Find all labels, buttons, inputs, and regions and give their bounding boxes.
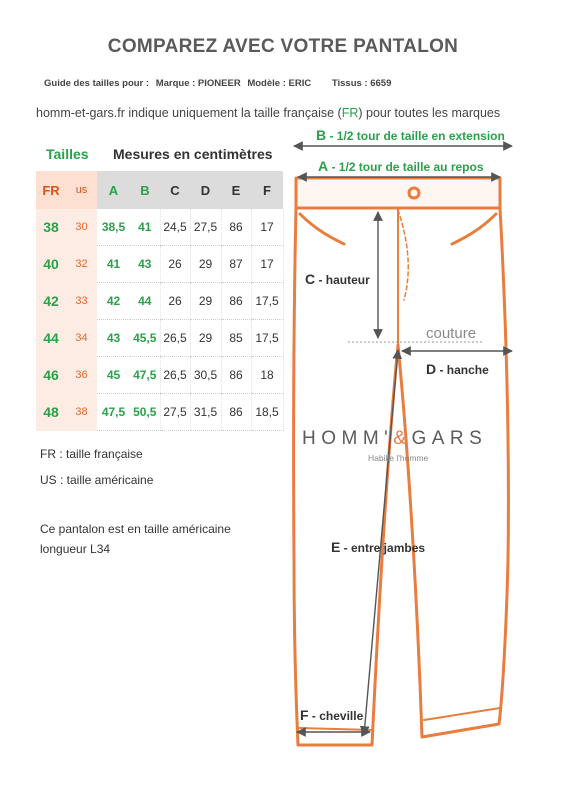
label-b: B - 1/2 tour de taille en extension <box>316 127 505 143</box>
cell-d: 27,5 <box>190 209 221 246</box>
cell-a: 47,5 <box>97 394 130 431</box>
label-d: D - hanche <box>426 361 489 377</box>
cell-fr: 40 <box>36 246 66 283</box>
cell-us: 34 <box>66 320 97 357</box>
cell-us: 36 <box>66 357 97 394</box>
cell-f: 17,5 <box>251 320 283 357</box>
left-pocket <box>300 214 344 244</box>
label-couture: couture <box>426 325 477 342</box>
tailles-heading: Tailles <box>46 146 89 162</box>
cell-b: 43 <box>130 246 160 283</box>
cell-us: 33 <box>66 283 97 320</box>
fly-stitch <box>398 210 408 300</box>
cell-d: 29 <box>190 283 221 320</box>
cell-d: 31,5 <box>190 394 221 431</box>
cell-e: 87 <box>221 246 251 283</box>
cell-e: 86 <box>221 394 251 431</box>
cell-us: 32 <box>66 246 97 283</box>
header-f: F <box>251 171 283 209</box>
cell-e: 86 <box>221 283 251 320</box>
cell-a: 42 <box>97 283 130 320</box>
cell-c: 24,5 <box>160 209 190 246</box>
cell-b: 45,5 <box>130 320 160 357</box>
cell-d: 29 <box>190 320 221 357</box>
cell-fr: 38 <box>36 209 66 246</box>
right-pocket <box>452 214 496 244</box>
notice-fr: FR <box>341 106 359 120</box>
cell-f: 17 <box>251 246 283 283</box>
notice-before: homm-et-gars.fr indique uniquement la taille française ( <box>36 106 342 120</box>
cell-c: 26,5 <box>160 320 190 357</box>
cell-d: 29 <box>190 246 221 283</box>
cell-c: 26,5 <box>160 357 190 394</box>
guide-model: Modèle : ERIC <box>247 78 312 89</box>
left-hem <box>299 728 372 730</box>
cell-c: 27,5 <box>160 394 190 431</box>
cell-b: 44 <box>130 283 160 320</box>
header-b: B <box>130 171 160 209</box>
header-us: us <box>66 171 97 209</box>
cell-a: 43 <box>97 320 130 357</box>
cell-c: 26 <box>160 283 190 320</box>
cell-f: 18,5 <box>251 394 283 431</box>
label-c: C - hauteur <box>305 271 370 287</box>
cell-a: 45 <box>97 357 130 394</box>
cell-e: 85 <box>221 320 251 357</box>
guide-fabric: Tissus : 6659 <box>331 78 392 89</box>
cell-e: 86 <box>221 209 251 246</box>
header-a: A <box>97 171 130 209</box>
cell-f: 17 <box>251 209 283 246</box>
cell-fr: 44 <box>36 320 66 357</box>
cell-f: 17,5 <box>251 283 283 320</box>
waistband <box>296 178 500 208</box>
cell-b: 50,5 <box>130 394 160 431</box>
cell-fr: 42 <box>36 283 66 320</box>
note-line-2: longueur L34 <box>40 542 111 556</box>
header-d: D <box>190 171 221 209</box>
brand-tagline: Habille l'homme <box>368 453 429 463</box>
guide-label: Guide des tailles pour : <box>44 78 150 89</box>
cell-d: 30,5 <box>190 357 221 394</box>
note-line-1: Ce pantalon est en taille américaine <box>40 522 231 536</box>
legend-us: US : taille américaine <box>40 473 154 487</box>
header-e: E <box>221 171 251 209</box>
header-fr: FR <box>36 171 66 209</box>
label-f: F - cheville <box>300 707 364 723</box>
cell-b: 41 <box>130 209 160 246</box>
cell-a: 38,5 <box>97 209 130 246</box>
notice-after: ) pour toutes les marques <box>358 106 501 120</box>
cell-fr: 48 <box>36 394 66 431</box>
right-leg <box>398 208 508 737</box>
left-leg <box>294 208 398 745</box>
cell-f: 18 <box>251 357 283 394</box>
cell-e: 86 <box>221 357 251 394</box>
cell-us: 38 <box>66 394 97 431</box>
right-hem <box>424 708 500 720</box>
cell-us: 30 <box>66 209 97 246</box>
measures-heading: Mesures en centimètres <box>113 146 273 162</box>
cell-b: 47,5 <box>130 357 160 394</box>
cell-fr: 46 <box>36 357 66 394</box>
label-a: A - 1/2 tour de taille au repos <box>318 158 484 174</box>
header-c: C <box>160 171 190 209</box>
legend-fr: FR : taille française <box>40 447 143 461</box>
page-title: COMPAREZ AVEC VOTRE PANTALON <box>107 36 459 57</box>
label-e: E - entre jambes <box>331 539 426 555</box>
cell-c: 26 <box>160 246 190 283</box>
brand-logo: HOMM'&GARS <box>302 428 488 449</box>
cell-a: 41 <box>97 246 130 283</box>
guide-brand: Marque : PIONEER <box>155 78 241 89</box>
